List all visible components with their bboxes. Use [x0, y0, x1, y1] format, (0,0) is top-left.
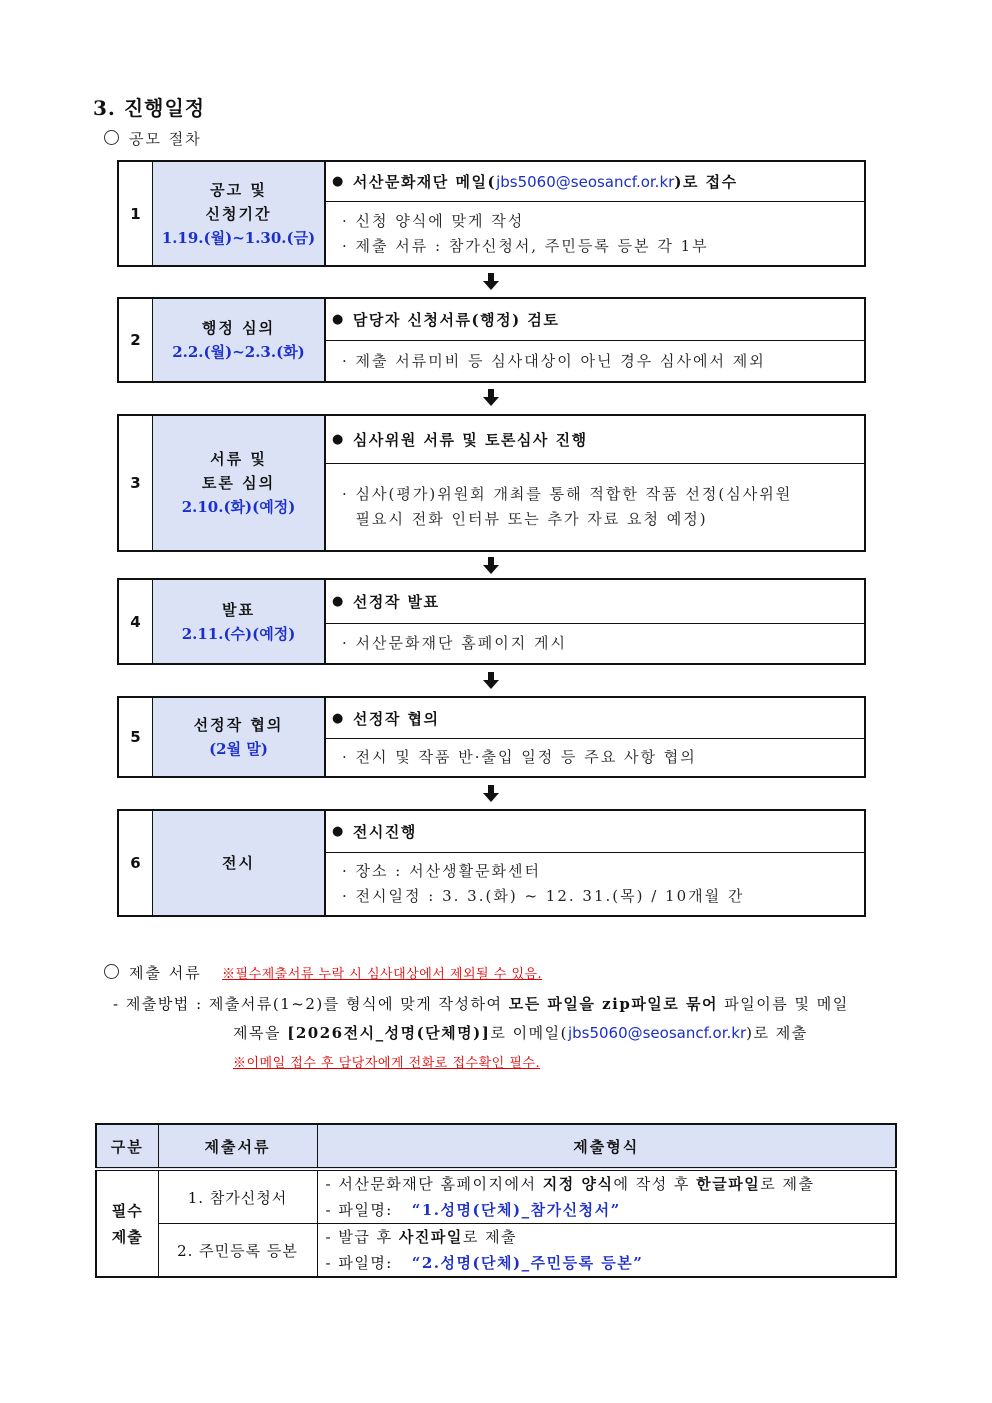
table-header: 제출형식 [317, 1124, 896, 1169]
step-label-line: 신청기간 [205, 204, 272, 223]
step-heading [326, 580, 864, 624]
category-line: 필수 [111, 1201, 143, 1220]
step-label-line: 선정작 협의 [193, 716, 284, 734]
method-emphasis: 모든 파일을 zip파일로 묶어 [508, 995, 718, 1013]
format-text: - 파일명: [325, 1254, 393, 1272]
step-body [326, 853, 864, 915]
step-heading [326, 698, 864, 739]
file-name: “2.성명(단체)_주민등록 등본” [411, 1254, 644, 1272]
step-body [326, 341, 864, 381]
circle-bullet-icon [104, 964, 119, 979]
step-1 [117, 160, 866, 267]
heading-text: 선정작 발표 [352, 593, 440, 611]
format-text: - 파일명: [325, 1201, 393, 1219]
arrow-down-icon [482, 672, 500, 690]
warning-note: ※필수제출서류 누락 시 심사대상에서 제외될 수 있음. [222, 967, 543, 982]
method-text: 제목을 [233, 1024, 281, 1042]
category-cell [96, 1169, 158, 1277]
step-label-line: 공고 및 [210, 180, 267, 199]
step-number: 2 [119, 299, 153, 381]
step-label [153, 811, 326, 915]
step-number: 1 [119, 162, 153, 265]
step-heading [326, 299, 864, 341]
step-label [153, 299, 326, 381]
step-4 [117, 578, 866, 665]
step-number: 3 [119, 416, 153, 550]
step-label [153, 416, 326, 550]
arrow-down-icon [482, 273, 500, 291]
mail-subject: [2026전시_성명(단체명)] [287, 1024, 491, 1042]
doc-cell: 1. 참가신청서 [158, 1169, 317, 1224]
format-emphasis: 사진파일 [398, 1228, 463, 1246]
bullet-icon: ● [332, 710, 345, 726]
submission-method [113, 990, 913, 1078]
format-text: 로 제출 [462, 1228, 518, 1246]
step-number: 4 [119, 580, 153, 663]
doc-cell: 2. 주민등록 등본 [158, 1224, 317, 1278]
step-body [326, 202, 864, 265]
body-line: · 서산문화재단 홈페이지 게시 [342, 634, 567, 652]
arrow-down-icon [482, 389, 500, 407]
step-number: 6 [119, 811, 153, 915]
circle-bullet-icon [104, 130, 119, 145]
step-body [326, 739, 864, 776]
step-number: 5 [119, 698, 153, 776]
procedure-title [104, 128, 202, 149]
method-text: 로 이메일( [490, 1024, 568, 1042]
step-date: 1.19.(월)~1.30.(금) [161, 228, 316, 247]
heading-text: 담당자 신청서류(행정) 검토 [352, 311, 560, 329]
body-line: · 전시일정 : 3. 3.(화) ~ 12. 31.(목) / 10개월 간 [342, 887, 745, 905]
format-emphasis: 지정 양식 [542, 1175, 614, 1193]
submission-table [95, 1123, 897, 1278]
step-body [326, 624, 864, 663]
step-label-line: 서류 및 [210, 450, 267, 468]
table-header: 제출서류 [158, 1124, 317, 1169]
step-date: 2.10.(화)(예정) [181, 498, 296, 516]
table-header: 구분 [96, 1124, 158, 1169]
submission-title-text: 제출 서류 [129, 964, 202, 982]
file-name: “1.성명(단체)_참가신청서” [411, 1201, 621, 1219]
step-label [153, 580, 326, 663]
method-line-3 [113, 1048, 913, 1078]
step-heading [326, 811, 864, 853]
format-line [326, 1197, 896, 1223]
method-text: )로 제출 [746, 1024, 808, 1042]
confirm-note: ※이메일 접수 후 담당자에게 전화로 접수확인 필수. [233, 1056, 541, 1071]
email-text: jbs5060@seosancf.or.kr [567, 1024, 747, 1042]
category-line: 제출 [111, 1227, 143, 1246]
bullet-icon: ● [332, 174, 345, 189]
body-line: 필요시 전화 인터뷰 또는 추가 자료 요청 예정) [342, 510, 708, 528]
arrow-down-icon [482, 557, 500, 575]
format-emphasis: 한글파일 [696, 1175, 761, 1193]
step-label [153, 162, 326, 265]
arrow-down-icon [482, 785, 500, 803]
email-text: jbs5060@seosancf.or.kr [496, 172, 675, 191]
bullet-icon: ● [332, 824, 345, 839]
method-line-2 [113, 1019, 913, 1048]
table-header-row [96, 1124, 896, 1169]
step-label-line: 발표 [222, 600, 255, 619]
heading-text: 전시진행 [352, 823, 417, 841]
submission-title [104, 962, 542, 983]
format-cell [317, 1224, 896, 1278]
bullet-icon: ● [332, 594, 345, 609]
step-date: (2월 말) [209, 740, 268, 758]
step-5 [117, 696, 866, 778]
heading-text: 서산문화재단 메일( [352, 173, 497, 191]
method-text: 파일이름 및 메일 [724, 995, 849, 1013]
step-3 [117, 414, 866, 552]
step-label-line: 토론 심의 [201, 474, 276, 492]
step-label-line: 행정 심의 [201, 319, 276, 337]
body-line: · 제출 서류미비 등 심사대상이 아닌 경우 심사에서 제외 [342, 351, 766, 370]
step-label-line: 전시 [222, 854, 255, 872]
table-row [96, 1169, 896, 1224]
step-body [326, 464, 864, 550]
bullet-icon: ● [332, 312, 345, 327]
method-text: 제출서류(1~2)를 형식에 맞게 작성하여 [208, 995, 503, 1013]
section-title: 3. 진행일정 [93, 96, 206, 120]
heading-text: 선정작 협의 [352, 709, 440, 728]
step-date: 2.2.(월)~2.3.(화) [172, 343, 305, 361]
heading-text: )로 접수 [674, 173, 738, 191]
format-text: - 서산문화재단 홈페이지에서 [325, 1175, 537, 1193]
format-line [326, 1171, 896, 1197]
bullet-icon: ● [332, 432, 345, 447]
format-line [326, 1250, 896, 1276]
step-6 [117, 809, 866, 917]
step-heading [326, 416, 864, 464]
format-text: 로 제출 [760, 1175, 815, 1193]
table-row [96, 1224, 896, 1278]
procedure-title-text: 공모 절차 [129, 130, 202, 148]
body-line: · 신청 양식에 맞게 작성 [342, 211, 525, 230]
method-label: - 제출방법 : [113, 995, 203, 1013]
step-heading [326, 162, 864, 202]
format-text: - 발급 후 [325, 1228, 393, 1246]
body-line: · 심사(평가)위원회 개최를 통해 적합한 작품 선정(심사위원 [342, 485, 793, 503]
format-text: 에 작성 후 [613, 1175, 690, 1193]
step-2 [117, 297, 866, 383]
body-line: · 제출 서류 : 참가신청서, 주민등록 등본 각 1부 [342, 236, 709, 255]
step-date: 2.11.(수)(예정) [181, 624, 296, 643]
format-cell [317, 1169, 896, 1224]
body-line: · 전시 및 작품 반·출입 일정 등 주요 사항 협의 [342, 748, 697, 766]
heading-text: 심사위원 서류 및 토론심사 진행 [352, 431, 588, 449]
body-line: · 장소 : 서산생활문화센터 [342, 862, 542, 880]
format-line [326, 1224, 896, 1250]
step-label [153, 698, 326, 776]
